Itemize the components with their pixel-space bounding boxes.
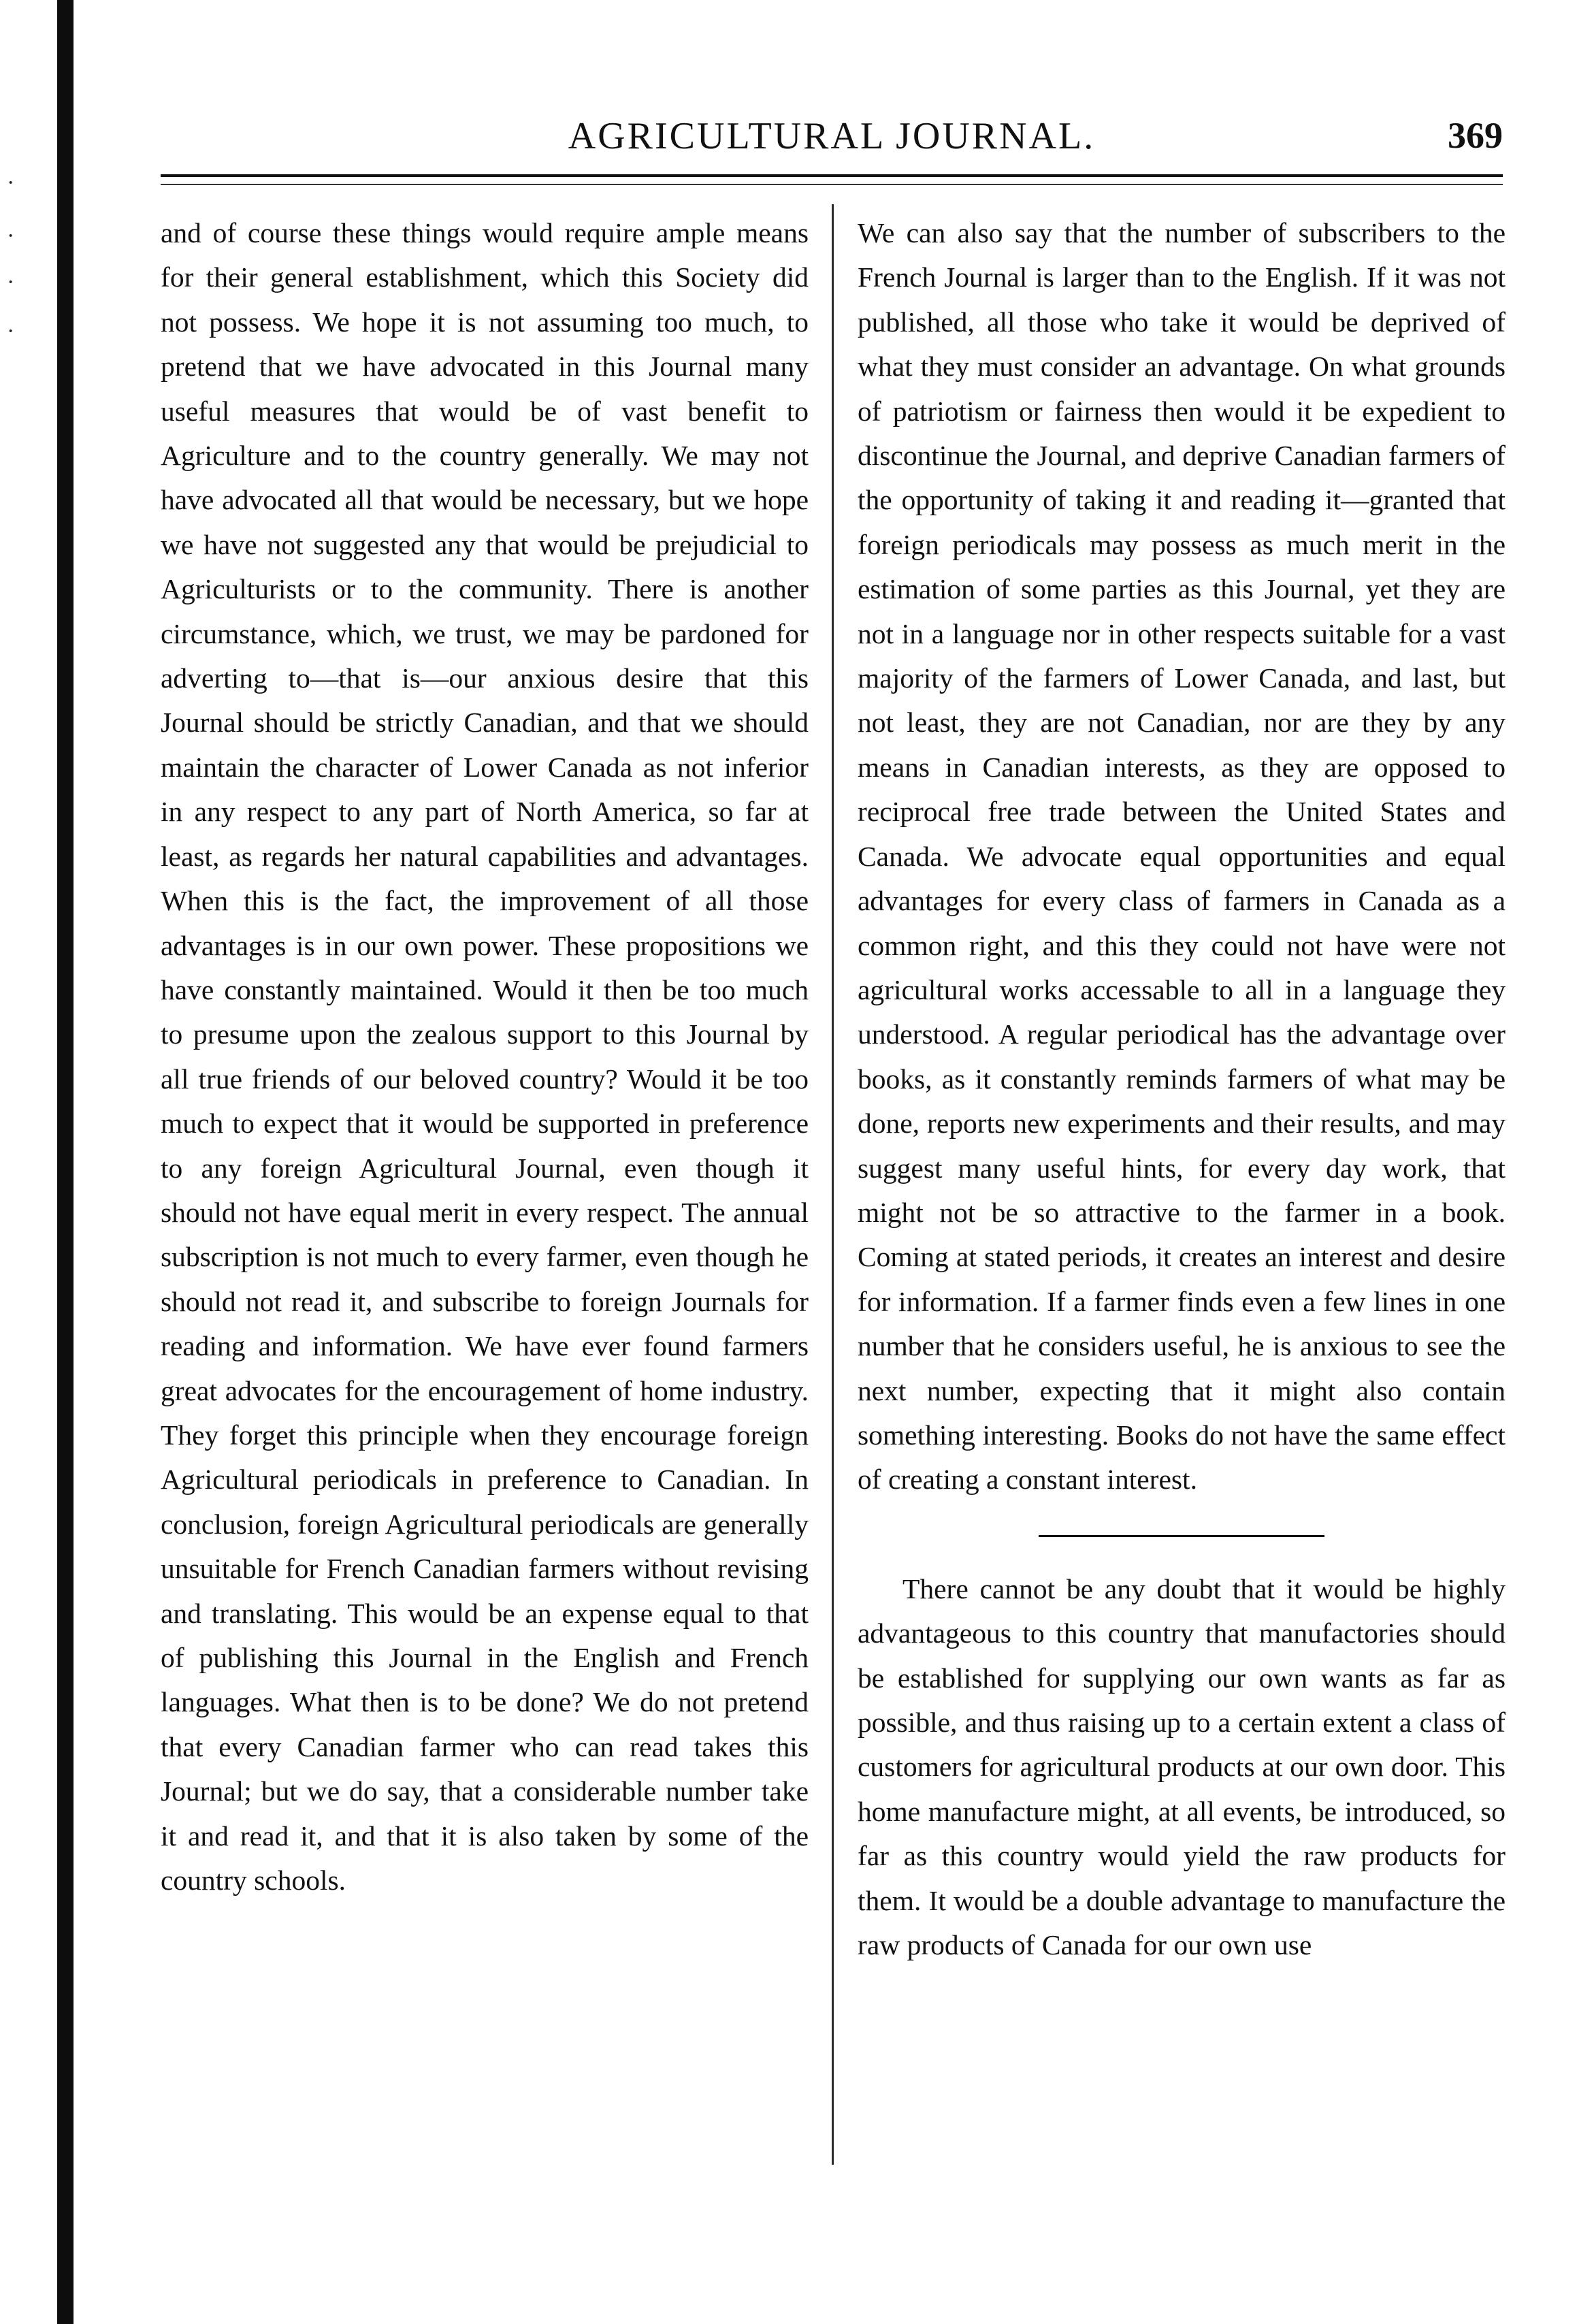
margin-marks: · · · ·: [7, 170, 15, 344]
page-header: [161, 114, 1503, 169]
section-separator: [1039, 1535, 1324, 1537]
column-divider: [832, 204, 834, 2165]
right-paragraph-1: We can also say that the number of subscribers to the French Journal is larger than to the English. If it was not published, all those who take it would be deprived of what they must consider an advantage. On what grounds of patriotism or fairness then would it be expedient to discontinue the Journal, and deprive Canadian farmers of the opportunity of taking it and reading it—granted that foreign periodicals may possess as much merit in the estimation of some parties as this Journal, yet they are not in a language nor in other respects suitable for a vast majority of the farmers of Lower Canada, and last, but not least, they are not Canadian, nor are they by any means in Canadian interests, as they are opposed to reciprocal free trade between the United States and Canada. We advocate equal opportunities and equal advantages for every class of farmers in Canada as a common right, and this they could not have were not agricultural works accessable to all in a language they understood. A regular periodical has the advantage over books, as it constantly reminds farmers of what may be done, reports new experiments and their results, and may suggest many useful hints, for every day work, that might not be so attractive to the farmer in a book. Coming at stated periods, it creates an interest and desire for information. If a farmer finds even a few lines in one number that he considers useful, he is anxious to see the next number, expecting that it might also contain something interesting. Books do not have the same effect of creating a constant interest.: [858, 217, 1506, 1496]
binding-edge: [57, 0, 74, 2324]
left-column: [161, 211, 809, 1903]
right-column: [858, 211, 1506, 1967]
page-number: 369: [1448, 115, 1503, 156]
header-rule: [161, 174, 1503, 185]
running-title: AGRICULTURAL JOURNAL.: [568, 115, 1096, 157]
left-paragraph: and of course these things would require ample means for their general establishment, which this Society did not possess. We hope it is not assuming too much, to pretend that we have advocated in this Journal many useful measures that would be of vast benefit to Agriculture and to the country generally. We may not have advocated all that would be necessary, but we hope we have not suggested any that would be prejudicial to Agriculturists or to the community. There is another circumstance, which, we trust, we may be pardoned for adverting to—that is—our anxious desire that this Journal should be strictly Canadian, and that we should maintain the character of Lower Canada as not inferior in any respect to any part of North America, so far at least, as regards her natural capabilities and advantages. When this is the fact, the improvement of all those advantages is in our own power. These propositions we have constantly maintained. Would it then be too much to presume upon the zealous support to this Journal by all true friends of our beloved country? Would it be too much to expect that it would be supported in preference to any foreign Agricultural Journal, even though it should not have equal merit in every respect. The annual subscription is not much to every farmer, even though he should not read it, and subscribe to foreign Journals for reading and information. We have ever found farmers great advocates for the encouragement of home industry. They forget this principle when they encourage foreign Agricultural periodicals in preference to Canadian. In conclusion, foreign Agricultural periodicals are generally unsuitable for French Canadian farmers without revising and translating. This would be an expense equal to that of publishing this Journal in the English and French languages. What then is to be done? We do not pretend that every Canadian farmer who can read takes this Journal; but we do say, that a considerable number take it and read it, and that it is also taken by some of the country schools.: [161, 217, 809, 1897]
right-paragraph-2: There cannot be any doubt that it would be highly advantageous to this country that manufactories should be established for supplying our own wants as far as possible, and thus raising up to a certain extent a class of customers for agricultural products at our own door. This home manufacture might, at all events, be introduced, so far as this country would yield the raw products for them. It would be a double advantage to manufacture the raw products of Canada for our own use: [858, 1572, 1506, 1961]
